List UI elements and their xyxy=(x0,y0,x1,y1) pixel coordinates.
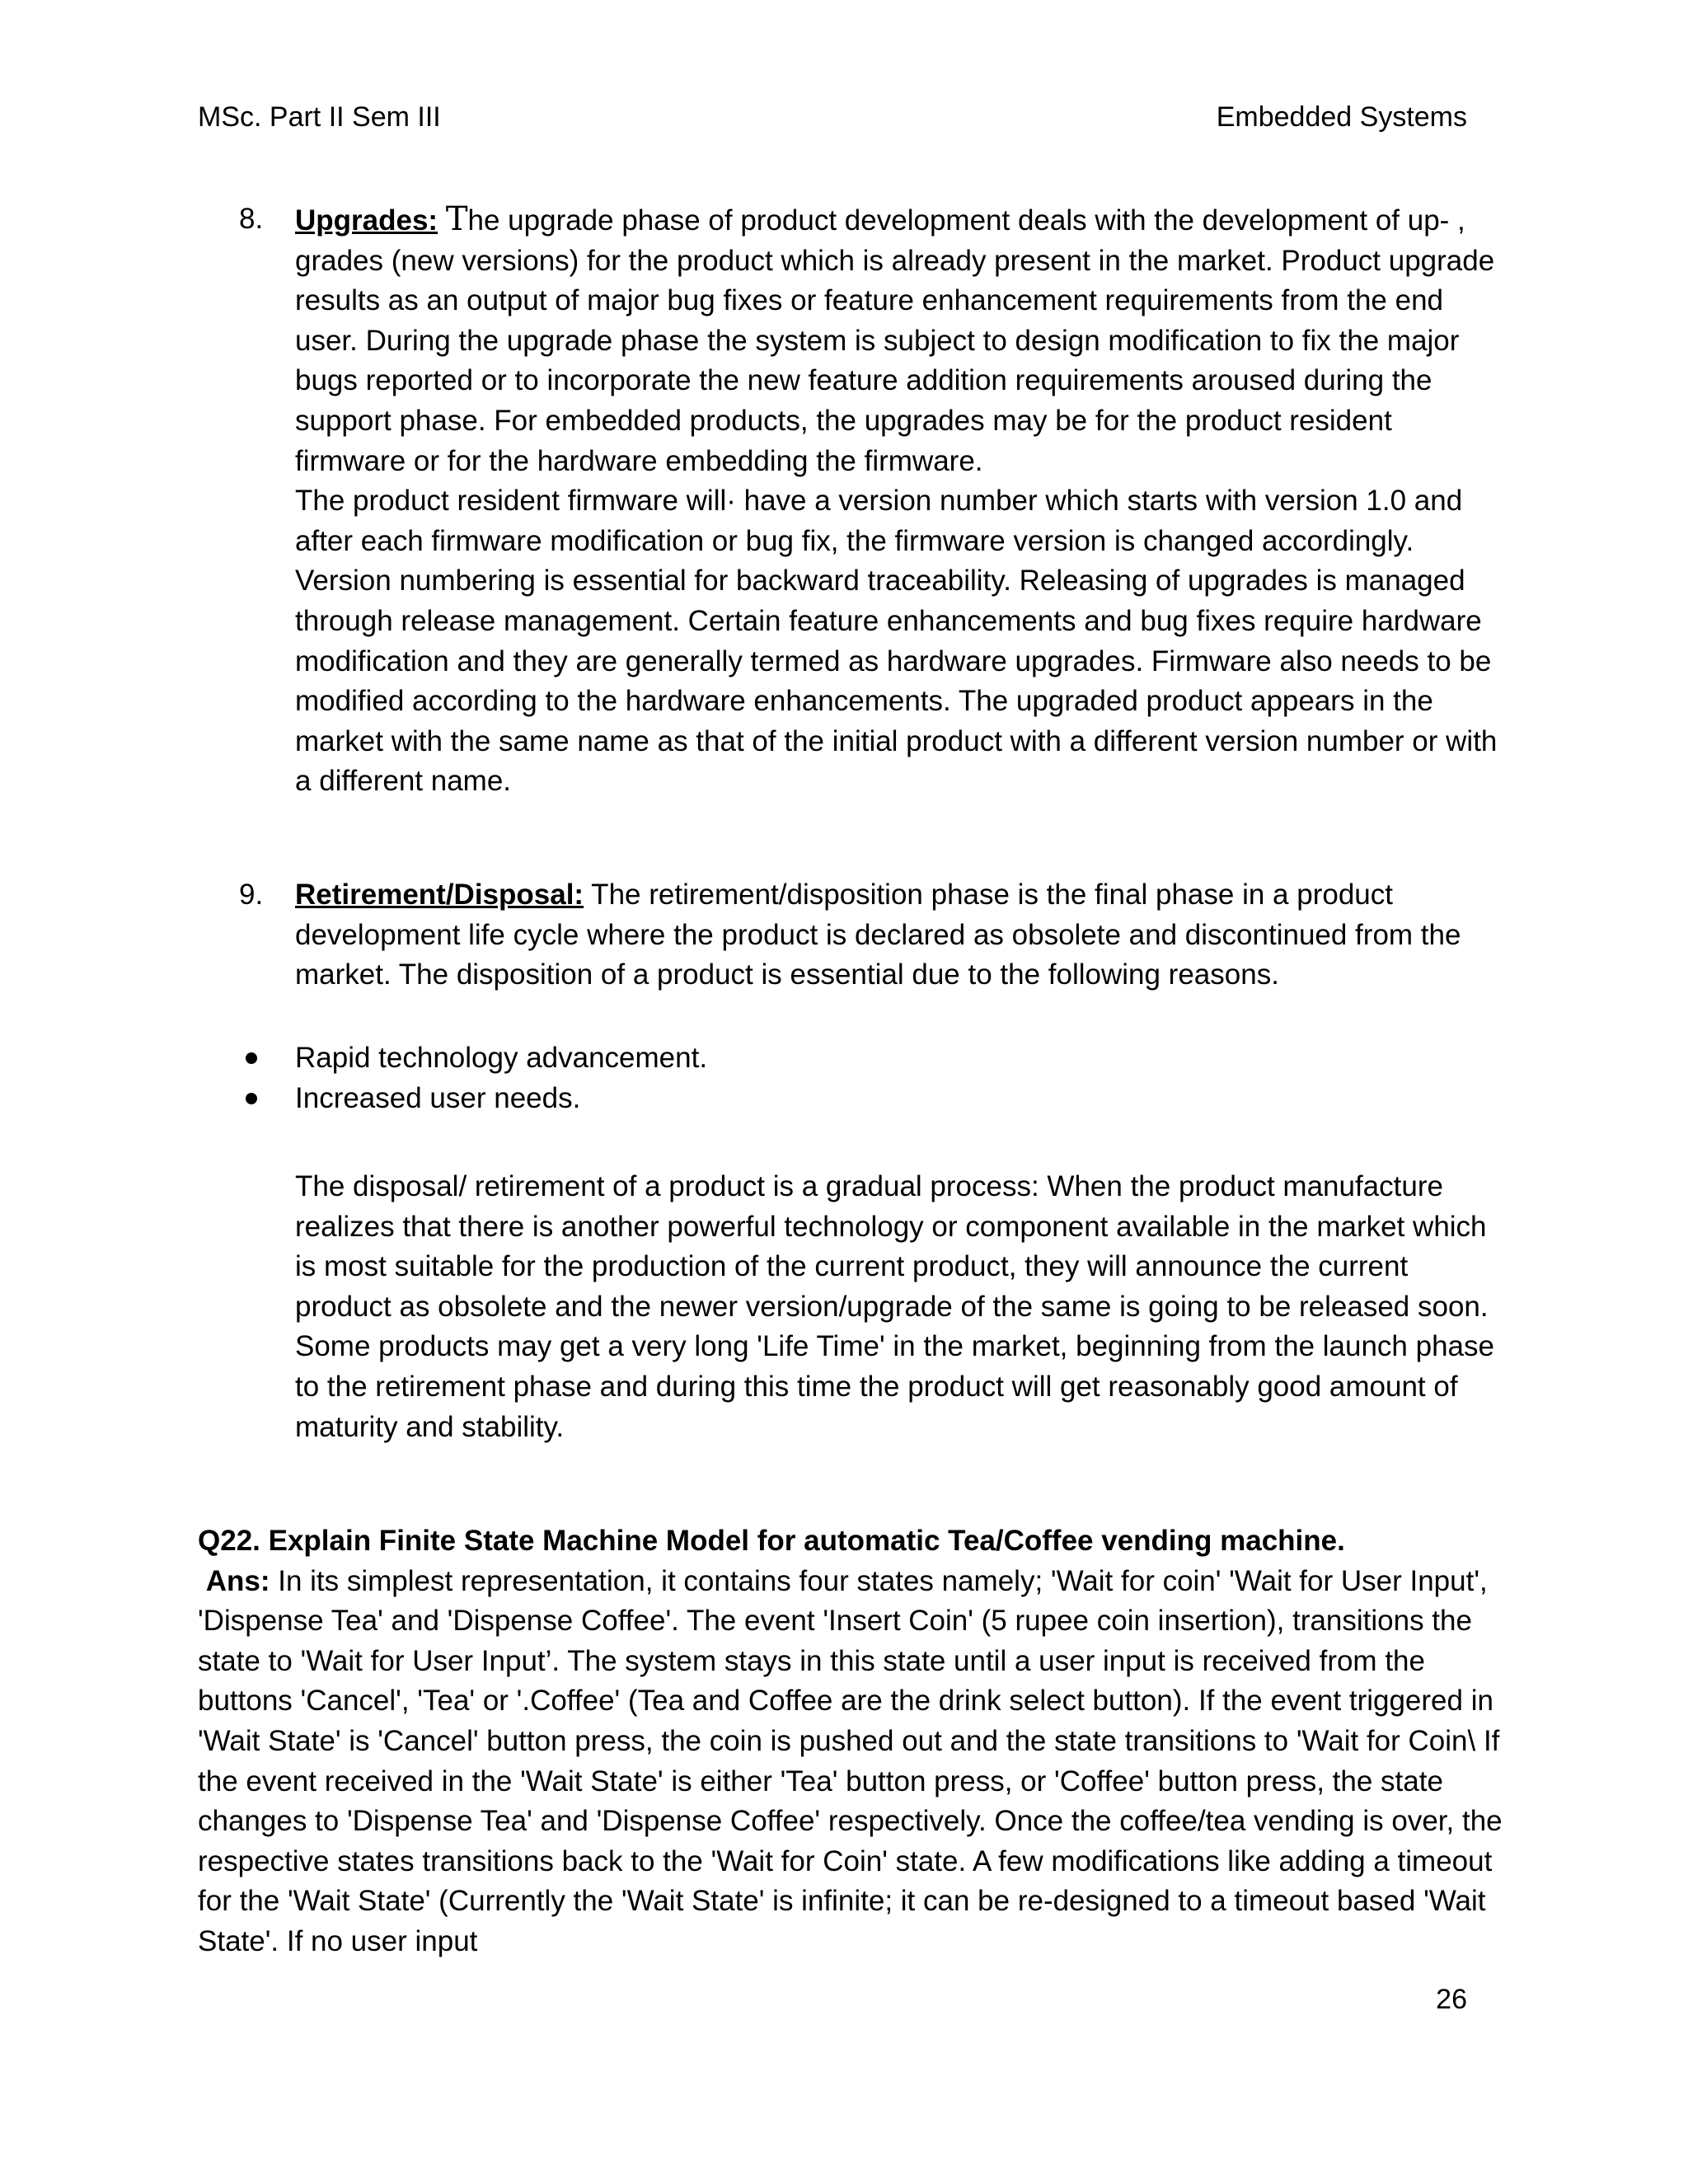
page-number: 26 xyxy=(1436,1984,1467,2015)
firmware-version-paragraph: The product resident firmware will· have a version number which starts with version 1.0 and after each firmware modification or bug fix, the firmware version is changed accordingly. Version numbering is essential for backward traceability. Releasing of upgrades is managed through release management. Certain feature enhancements and bug fixes require hardware modification and they are generally termed as hardware upgrades. Firmware also needs to be modified according to the hardware enhancements. The upgraded product appears in the market with the same name as that of the initial product with a different version number or with a different name. xyxy=(295,485,1498,798)
bullet-item xyxy=(239,1079,1492,1119)
list-number: 8. xyxy=(239,203,264,235)
answer-label: Ans: xyxy=(205,1564,270,1597)
question-section xyxy=(198,1521,1517,1962)
list-item-upgrades xyxy=(239,199,1498,802)
header-course: MSc. Part II Sem III xyxy=(198,101,441,133)
upgrades-text: he upgrade phase of product development deals with the development of up- , grades (new versions) for the product which is already present in the market. Product upgrade results as an output of major bug fixes or feature enhancement requirements from the end user. During the upgrade phase the system is subject to design modification to fix the major bugs reported or to incorporate the new feature addition requirements aroused during the support phase. For embedded products, the upgrades may be for the product resident firmware or for the hardware embedding the firmware. xyxy=(295,204,1495,477)
disposal-section xyxy=(295,1167,1507,1447)
disposal-paragraph: The disposal/ retirement of a product is a gradual process: When the product manufacture realizes that there is another powerful technology or component available in the market which is most suitable for the production of the current product, they will announce the current product as obsolete and the newer version/upgrade of the same is going to be released soon. xyxy=(295,1170,1489,1323)
list-item-retirement xyxy=(239,875,1492,996)
bullet-item xyxy=(239,1038,1492,1079)
reasons-list xyxy=(239,1038,1492,1118)
retirement-heading: Retirement/Disposal: xyxy=(295,879,584,911)
bullet-text: Rapid technology advancement. xyxy=(295,1042,708,1074)
bullet-icon xyxy=(246,1093,257,1104)
upgrades-heading: Upgrades: xyxy=(295,204,438,237)
drop-letter: T xyxy=(445,200,468,238)
lifetime-paragraph: Some products may get a very long 'Life Time' in the market, beginning from the launch phase to the retirement phase and during this time the product will get reasonably good amount of maturity and stability. xyxy=(295,1330,1494,1443)
answer-paragraph xyxy=(198,1562,1517,1962)
question-title: Q22. Explain Finite State Machine Model for automatic Tea/Coffee vending machine. xyxy=(198,1525,1345,1557)
retirement-text: The retirement/disposition phase is the final phase in a product development life cycle where the product is declared as obsolete and discontinued from the market. The disposition of a product is essential due to the following reasons. xyxy=(295,879,1461,991)
retirement-paragraph xyxy=(295,875,1498,996)
list-item-body xyxy=(295,199,1498,802)
list-number: 9. xyxy=(239,879,264,911)
header-subject: Embedded Systems xyxy=(1216,101,1467,133)
upgrades-paragraph xyxy=(295,199,1498,481)
answer-text: In its simplest representation, it contains four states namely; 'Wait for coin' 'Wait for User Input', 'Dispense Tea' and 'Dispense Coffee'. The event 'Insert Coin' (5 rupee coin insertion), transitions the state to 'Wait for User Input’. The system stays in this state until a user input is received from the buttons 'Cancel', 'Tea' or '.Coffee' (Tea and Coffee are the drink select button). If the event triggered in 'Wait State' is 'Cancel' button press, the coin is pushed out and the state transitions to 'Wait for Coin\ If the event received in the 'Wait State' is either 'Tea' button press, or 'Coffee' button press, the state changes to 'Dispense Tea' and 'Dispense Coffee' respectively. Once the coffee/tea vending is over, the respective states transitions back to the 'Wait for Coin' state. A few modifications like adding a timeout for the 'Wait State' (Currently the 'Wait State' is infinite; it can be re-designed to a timeout based 'Wait State'. If no user input xyxy=(198,1564,1503,1957)
bullet-icon xyxy=(246,1052,257,1064)
bullet-text: Increased user needs. xyxy=(295,1081,581,1114)
list-item-body xyxy=(295,875,1498,996)
